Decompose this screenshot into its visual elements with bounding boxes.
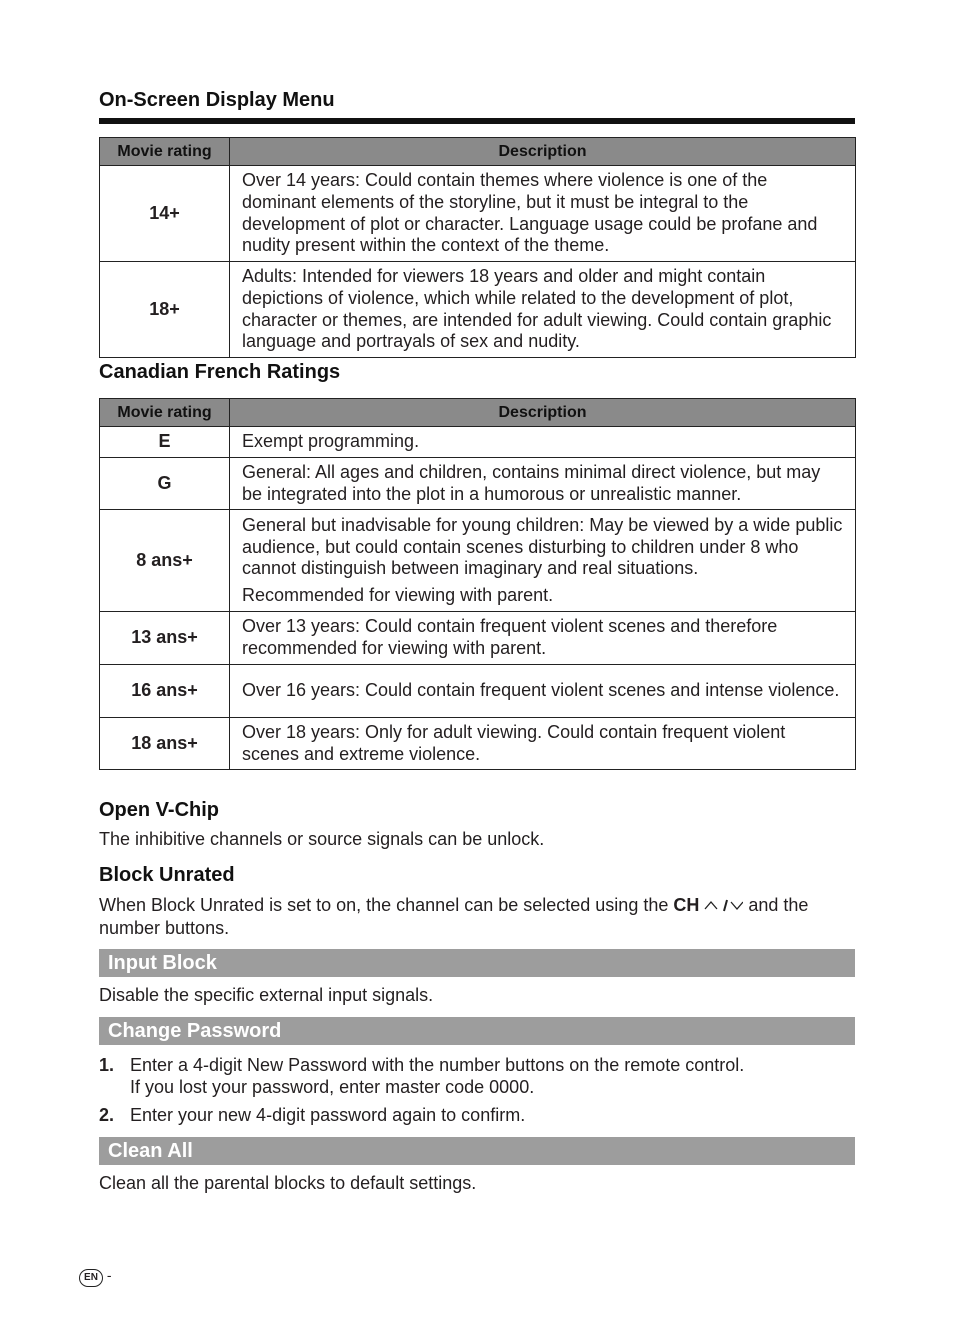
rating-cell: 13 ans+ [100, 612, 230, 664]
description-cell: Over 13 years: Could contain frequent violent scenes and therefore recommended for viewing with parent. [230, 612, 856, 664]
table-row [100, 262, 856, 358]
block-unrated-text-end: and the number buttons. [99, 895, 809, 938]
list-item [99, 1055, 859, 1098]
language-badge-icon: EN [79, 1269, 103, 1287]
osd-heading: On-Screen Display Menu [99, 89, 335, 111]
description-cell: Adults: Intended for viewers 18 years and older and might contain depictions of violence, which while related to the development of plot, character or themes, are intended for adult viewing. Could contain graphic language and portrayals of sex and nudity. [230, 262, 856, 358]
ch-up-down-icon [703, 896, 743, 918]
column-header-description: Description [230, 399, 856, 427]
step-number: 2. [99, 1105, 115, 1125]
description-cell: Over 16 years: Could contain frequent violent scenes and intense violence. [230, 664, 856, 717]
rating-cell: 18 ans+ [100, 717, 230, 769]
french-ratings-heading: Canadian French Ratings [99, 361, 341, 383]
page-footer [79, 1266, 112, 1287]
french-rating-table [99, 398, 856, 770]
description-cell: Over 18 years: Only for adult viewing. Could contain frequent violent scenes and extreme violence. [230, 717, 856, 769]
clean-all-bar: Clean All [99, 1137, 855, 1165]
column-header-movie-rating: Movie rating [100, 399, 230, 427]
osd-heading-rule [99, 118, 855, 124]
input-block-text: Disable the specific external input signals. [99, 985, 434, 1005]
table-row [100, 612, 856, 664]
step-number: 1. [99, 1055, 115, 1075]
list-item [99, 1105, 859, 1127]
clean-all-text: Clean all the parental blocks to default settings. [99, 1173, 477, 1193]
rating-cell: 14+ [100, 166, 230, 262]
rating-cell: G [100, 458, 230, 510]
step-text: Enter a 4-digit New Password with the number buttons on the remote control. [130, 1055, 745, 1075]
block-unrated-text [99, 895, 859, 939]
column-header-description: Description [230, 138, 856, 166]
rating-cell: 16 ans+ [100, 664, 230, 717]
description-cell: Exempt programming. [230, 427, 856, 458]
ch-button-label: CH [673, 895, 700, 915]
rating-cell: 8 ans+ [100, 510, 230, 612]
block-unrated-text-start: When Block Unrated is set to on, the channel can be selected using the [99, 895, 674, 915]
change-password-bar: Change Password [99, 1017, 855, 1045]
table-row [100, 458, 856, 510]
description-cell: Over 14 years: Could contain themes where violence is one of the dominant elements of the storyline, but it must be integral to the development of plot or character. Language usage could be profane and nudity present within the context of the theme. [230, 166, 856, 262]
rating-cell: E [100, 427, 230, 458]
input-block-bar: Input Block [99, 949, 855, 977]
table-row [100, 427, 856, 458]
table-row [100, 510, 856, 612]
open-vchip-heading: Open V-Chip [99, 799, 219, 821]
step-text: If you lost your password, enter master code 0000. [130, 1076, 535, 1097]
page-number-suffix: - [106, 1267, 112, 1283]
description-cell: General: All ages and children, contains minimal direct violence, but may be integrated into the plot in a humorous or unrealistic manner. [230, 458, 856, 510]
column-header-movie-rating: Movie rating [100, 138, 230, 166]
step-text: Enter your new 4-digit password again to confirm. [130, 1105, 526, 1125]
open-vchip-text: The inhibitive channels or source signals can be unlock. [99, 829, 545, 849]
block-unrated-heading: Block Unrated [99, 864, 235, 886]
table-header-row [100, 138, 856, 166]
osd-rating-table [99, 137, 856, 358]
description-cell: General but inadvisable for young children: May be viewed by a wide public audience, but could contain scenes disturbing to children under 8 who cannot distinguish between imaginary and real situations. Recommended for viewing with parent. [230, 510, 856, 612]
table-row [100, 166, 856, 262]
table-header-row [100, 399, 856, 427]
table-row [100, 717, 856, 769]
table-row [100, 664, 856, 717]
rating-cell: 18+ [100, 262, 230, 358]
